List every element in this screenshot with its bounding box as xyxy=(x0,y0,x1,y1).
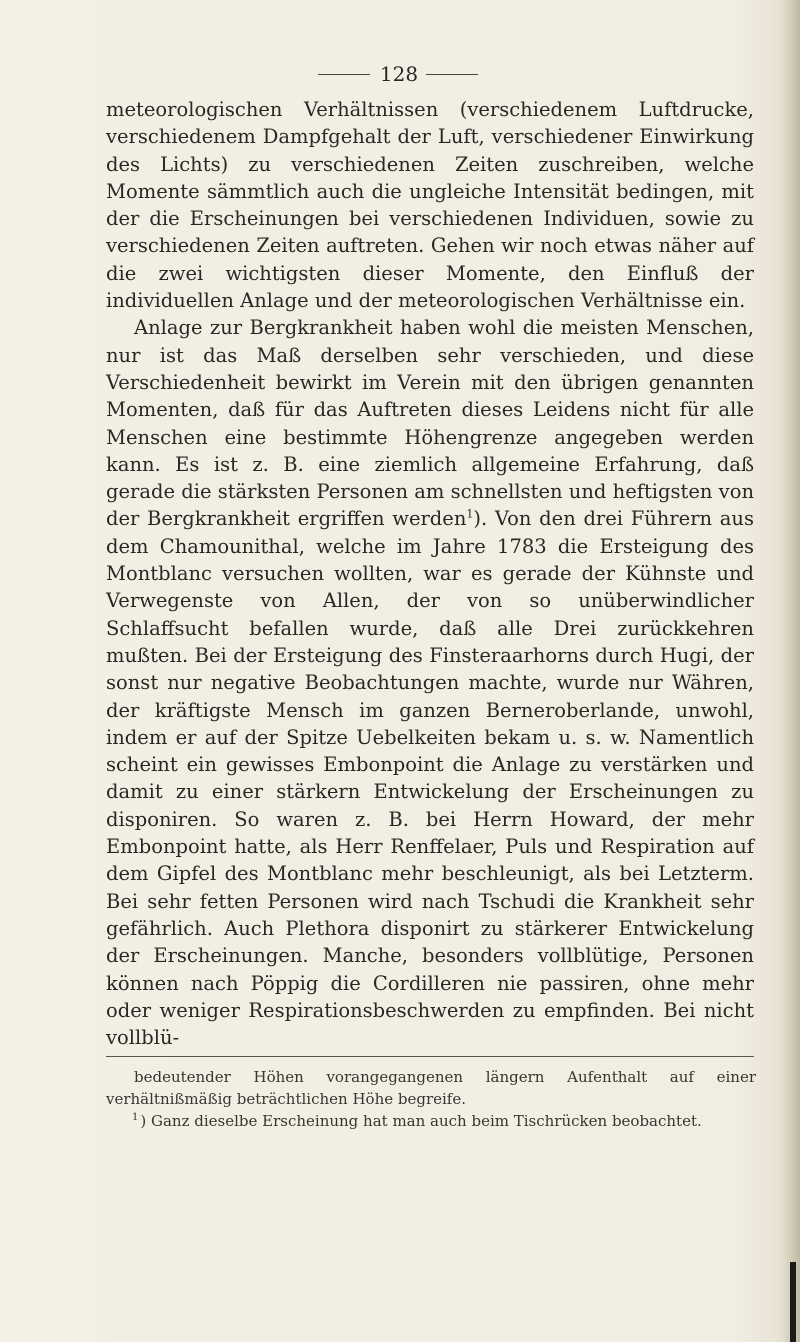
page-header xyxy=(0,62,800,86)
paragraph-1: meteorologischen Verhältnissen (verschiedenem Luftdrucke, verschiedenem Dampfgehalt der Luft, verschiedener Einwirkung des Lichts) zu verschiedenen Zeiten zuschreiben, welche Momente sämmtlich auch die ungleiche Intensität bedingen, mit der die Erscheinungen bei verschiedenen Individuen, sowie zu verschiedenen Zeiten auftreten. Gehen wir noch etwas näher auf die zwei wichtigsten dieser Momente, den Einfluß der individuellen Anlage und der meteorologischen Verhältnisse ein. xyxy=(106,98,754,313)
header-rule-left xyxy=(318,74,370,75)
footnote-continuation: bedeutender Höhen vorangegangenen längern Aufenthalt auf einer verhältnißmäßig beträchtlichen Höhe begreife. xyxy=(106,1068,756,1108)
paragraph-2-text-a: Anlage zur Bergkrankheit haben wohl die meisten Menschen, nur ist das Maß derselben sehr verschieden, und diese Verschiedenheit bewirkt im Verein mit den übrigen genannten Momenten, daß für das Auftreten dieses Leidens nicht für alle Menschen eine bestimmte Höhengrenze angegeben werden kann. Es ist z. B. eine ziemlich allgemeine Erfahrung, daß gerade die stärksten Personen am schnellsten und heftigsten von der Bergkrankheit ergriffen werden xyxy=(106,316,754,531)
page-edge xyxy=(782,0,800,1342)
page-number: 128 xyxy=(379,62,419,86)
paragraph-2-text-b: ). Von den drei Führern aus dem Chamounithal, welche im Jahre 1783 die Ersteigung des Montblanc versuchen wollten, war es gerade der Kühnste und Verwegenste von Allen, der von so unüberwindlicher Schlaffsucht befallen wurde, daß alle Drei zurückkehren mußten. Bei der Ersteigung des Finsteraarhorns durch Hugi, der sonst nur negative Beobachtungen machte, wurde nur Währen, der kräftigste Mensch im ganzen Berneroberlande, unwohl, indem er auf der Spitze Uebelkeiten bekam u. s. w. Namentlich scheint ein gewisses Embonpoint die Anlage zu verstärken und damit zu einer stärkern Entwickelung der Erscheinungen zu disponiren. So waren z. B. bei Herrn Howard, der mehr Embonpoint hatte, als Herr Renffelaer, Puls und Respiration auf dem Gipfel des Montblanc mehr beschleunigt, als bei Letzterm. Bei sehr fetten Personen wird nach Tschudi die Krankheit sehr gefährlich. Auch Plethora disponirt zu stärkerer Entwickelung der Erscheinungen. Manche, besonders vollblütige, Personen können nach Pöppig die Cordilleren nie passiren, ohne mehr oder weniger Respirationsbeschwerden zu empfinden. Bei nicht vollblü- xyxy=(106,507,754,1050)
footnote-reference: 1 xyxy=(466,507,474,521)
footnote-1-text: ) Ganz dieselbe Erscheinung hat man auch beim Tischrücken beobachtet. xyxy=(140,1112,702,1130)
paragraph-2 xyxy=(106,314,754,1051)
footnote-divider xyxy=(106,1056,754,1057)
header-rule-right xyxy=(426,74,478,75)
footnote-1 xyxy=(106,1110,756,1132)
footnote-1-mark: 1 xyxy=(132,1112,139,1123)
page-edge-shadow xyxy=(790,1262,796,1342)
footnotes xyxy=(106,1066,756,1132)
main-text xyxy=(106,96,754,1051)
